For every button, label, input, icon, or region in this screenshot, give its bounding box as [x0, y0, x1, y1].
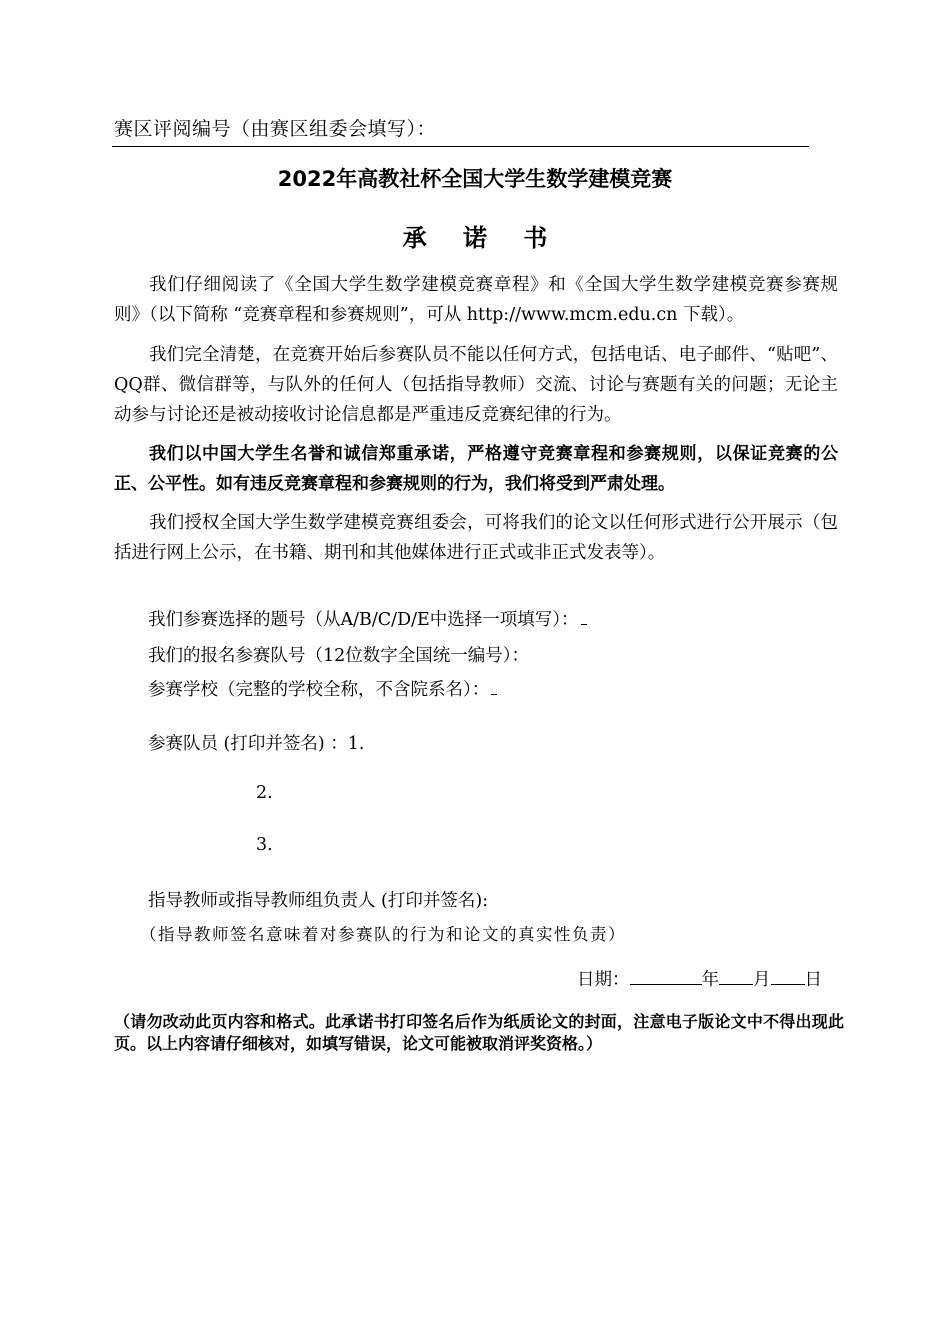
team-number-field[interactable] — [148, 642, 529, 667]
school-field[interactable] — [148, 676, 497, 701]
paragraph-pledge: 我们以中国大学生名誉和诚信郑重承诺，严格遵守竞赛章程和参赛规则，以保证竞赛的公正、公平性。如有违反竞赛章程和参赛规则的行为，我们将受到严肃处理。 — [114, 444, 838, 494]
paragraph-authorization: 我们授权全国大学生数学建模竞赛组委会，可将我们的论文以任何形式进行公开展示（包括进行网上公示，在书籍、期刊和其他媒体进行正式或非正式发表等）。 — [114, 513, 838, 563]
month-blank[interactable] — [719, 966, 753, 985]
topic-blank[interactable] — [581, 610, 587, 625]
advisor-label: 指导教师或指导教师组负责人 (打印并签名): — [148, 891, 489, 911]
year-blank[interactable] — [630, 966, 702, 985]
document-subtitle: 承 诺 书 — [402, 224, 562, 252]
date-field[interactable] — [577, 966, 822, 991]
paragraph-discipline: 我们完全清楚，在竞赛开始后参赛队员不能以任何方式，包括电话、电子邮件、“贴吧”、QQ群、微信群等，与队外的任何人（包括指导教师）交流、讨论与赛题有关的问题；无论主动参与讨论还是被动接收讨论信息都是严重违反竞赛纪律的行为。 — [114, 345, 838, 425]
date-label: 日期： — [577, 970, 630, 990]
topic-field[interactable] — [148, 606, 587, 631]
advisor-field[interactable] — [148, 887, 488, 912]
advisor-note: （指导教师签名意味着对参赛队的行为和论文的真实性负责） — [140, 925, 626, 944]
review-number-label: 赛区评阅编号（由赛区组委会填写）： — [114, 118, 437, 140]
members-label: 参赛队员 (打印并签名) ：1. — [148, 734, 365, 754]
day-blank[interactable] — [771, 966, 805, 985]
team-number-label: 我们的报名参赛队号（12位数字全国统一编号）： — [148, 646, 530, 666]
school-blank[interactable] — [491, 680, 497, 695]
notice: （请勿改动此页内容和格式。此承诺书打印签名后作为纸质论文的封面，注意电子版论文中不得出现此页。以上内容请仔细核对，如填写错误，论文可能被取消评奖资格。） — [114, 1012, 844, 1053]
member-3-field[interactable]: 3. — [256, 835, 273, 855]
topic-label: 我们参赛选择的题号（从A/B/C/D/E中选择一项填写）： — [148, 610, 579, 630]
month-label: 月 — [753, 970, 771, 990]
day-label: 日 — [804, 970, 822, 990]
document-title: 2022年高教社杯全国大学生数学建模竞赛 — [277, 167, 673, 191]
school-label: 参赛学校（完整的学校全称，不含院系名）： — [148, 680, 490, 700]
members-field[interactable] — [148, 730, 364, 755]
header-divider — [112, 146, 809, 147]
year-label: 年 — [701, 970, 719, 990]
member-2-field[interactable]: 2. — [256, 783, 273, 803]
paragraph-rules: 我们仔细阅读了《全国大学生数学建模竞赛章程》和《全国大学生数学建模竞赛参赛规则》（以下简称 “竞赛章程和参赛规则”，可从 http://www.mcm.edu.cn 下载）。 — [114, 275, 838, 325]
